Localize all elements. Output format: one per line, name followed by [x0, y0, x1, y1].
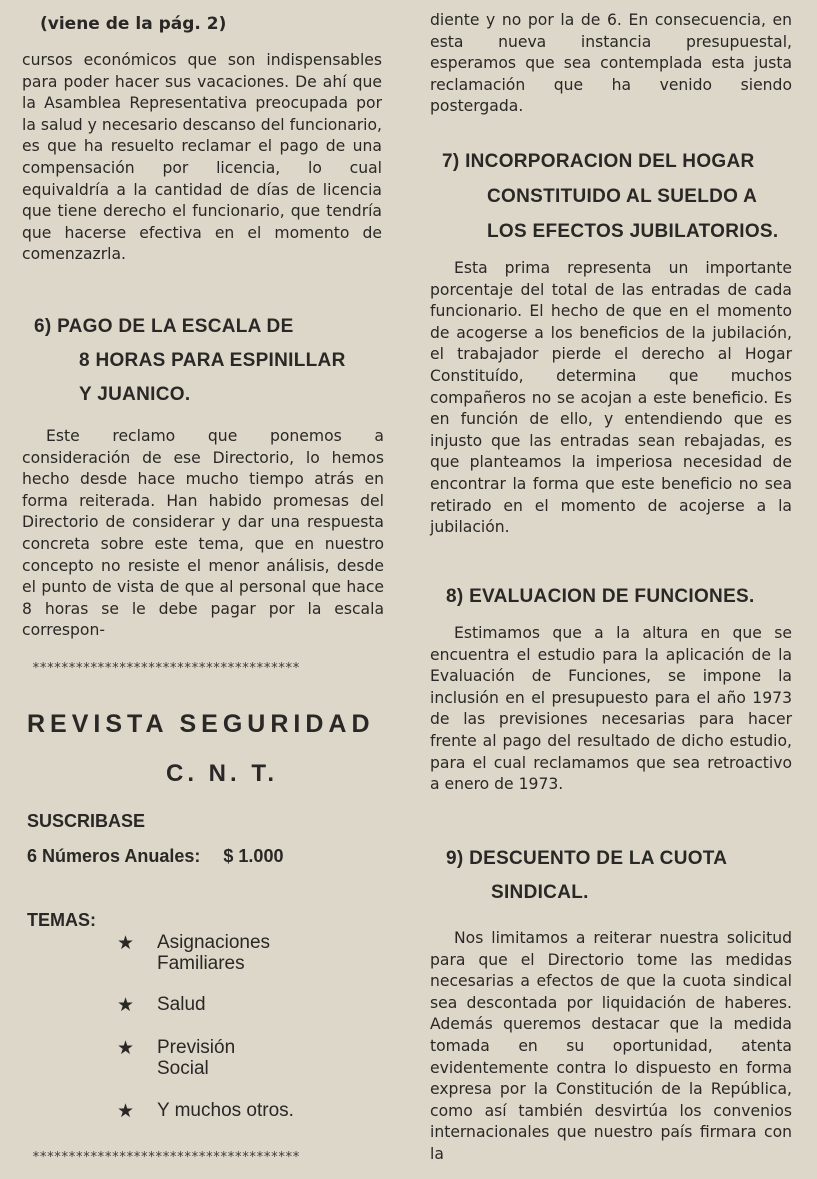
star-bullet-icon: ★: [117, 1100, 135, 1122]
section-6-heading-line3: Y JUANICO.: [79, 384, 191, 405]
price-label: 6 Números Anuales:: [27, 846, 201, 866]
subscribe-label: SUSCRIBASE: [27, 811, 146, 831]
star-divider-bottom: *************************************: [32, 1150, 300, 1165]
theme-line: Y muchos otros.: [157, 1100, 294, 1121]
section-9-heading-line1: 9) DESCUENTO DE LA CUOTA: [446, 848, 728, 869]
theme-line: Familiares: [157, 953, 245, 974]
star-bullet-icon: ★: [117, 994, 135, 1016]
price-line: [27, 846, 283, 867]
theme-line: Asignaciones: [157, 932, 271, 953]
theme-line: Social: [157, 1058, 209, 1079]
section-9-heading-line2: SINDICAL.: [491, 882, 589, 903]
section-9-body: Nos limitamos a reiterar nuestra solicitud para que el Directorio tome las medidas necesarias a efectos de que la cuota sindical sea descontada por liquidación de haberes. Además queremos destacar que la medida tomada en su oportunidad, atenta evidentemente contra lo dispuesto en forma expresa por la Constitución de la República, como así también desvirtúa los convenios internacionales que nuestro país firmara con la: [430, 929, 792, 1163]
intro-paragraph: cursos económicos que son indispensables para poder hacer sus vacaciones. De ahí que la Asamblea Representativa preocupada por la salud y necesario descanso del funcionario, es que ha resuelto reclamar el pago de una compensación por licencia, lo cual equivaldría a la cantidad de días de licencia que tiene derecho el funcionario, que tendría que hacerse efectiva en el momento de comenzazrla.: [22, 51, 382, 264]
section-6-heading-line1: 6) PAGO DE LA ESCALA DE: [34, 316, 294, 337]
theme-item-asignaciones: [117, 932, 270, 974]
section-7-heading-line3: LOS EFECTOS JUBILATORIOS.: [487, 221, 779, 242]
section-6-heading: [34, 310, 394, 412]
theme-item-salud: [117, 994, 206, 1016]
magazine-title: REVISTA SEGURIDAD: [27, 710, 375, 738]
magazine-subtitle: C. N. T.: [165, 760, 278, 787]
price-value: $ 1.000: [223, 846, 284, 866]
theme-line: Previsión: [157, 1037, 236, 1058]
section-7-heading: [442, 144, 812, 249]
section-7-heading-line2: CONSTITUIDO AL SUELDO A: [487, 186, 758, 207]
section-9-heading: [446, 842, 806, 910]
theme-item-otros: [117, 1100, 294, 1122]
section-8-heading: 8) EVALUACION DE FUNCIONES.: [446, 586, 755, 607]
continued-paragraph: diente y no por la de 6. En consecuencia, en esta nueva instancia presupuestal, esperamos que sea contemplada esta justa reclamación que ha venido siendo postergada.: [430, 11, 792, 116]
section-6-body: Este reclamo que ponemos a consideración de ese Directorio, lo hemos hecho desde hace mucho tiempo atrás en forma reiterada. Han habido promesas del Directorio de considerar y dar una respuesta concreta sobre este tema, que en nuestro concepto no resiste el menor análisis, desde el punto de vista de que al personal que hace 8 horas se le debe pagar por la escala correspon-: [22, 427, 384, 640]
themes-label: TEMAS:: [27, 910, 96, 930]
section-8-body: Estimamos que a la altura en que se encuentra el estudio para la aplicación de la Evaluación de Funciones, se impone la inclusión en el presupuesto para el año 1973 de las previsiones necesarias para hacer frente al pago del resultado de dicho estudio, para el cual reclamamos que sea retroactivo a enero de 1973.: [430, 624, 792, 794]
star-divider-top: *************************************: [32, 661, 300, 676]
section-7-heading-line1: 7) INCORPORACION DEL HOGAR: [442, 151, 755, 172]
star-bullet-icon: ★: [117, 932, 135, 954]
theme-item-prevision: [117, 1037, 235, 1079]
continued-note: (viene de la pág. 2): [40, 14, 227, 34]
section-6-heading-line2: 8 HORAS PARA ESPINILLAR: [79, 350, 346, 371]
theme-line: Salud: [157, 994, 206, 1015]
section-7-body: Esta prima representa un importante porcentaje del total de las entradas de cada funcionario. El hecho de que en el momento de acogerse a los beneficios de la jubilación, el trabajador pierde el derecho al Hogar Constituído, determina que muchos compañeros no se acojan a este beneficio. Es en función de ello, y entendiendo que es injusto que las entradas sean rebajadas, es que planteamos la imperiosa necesidad de encontrar la forma que este beneficio no sea retirado en el momento de acojerse a la jubilación.: [430, 259, 792, 537]
star-bullet-icon: ★: [117, 1037, 135, 1059]
